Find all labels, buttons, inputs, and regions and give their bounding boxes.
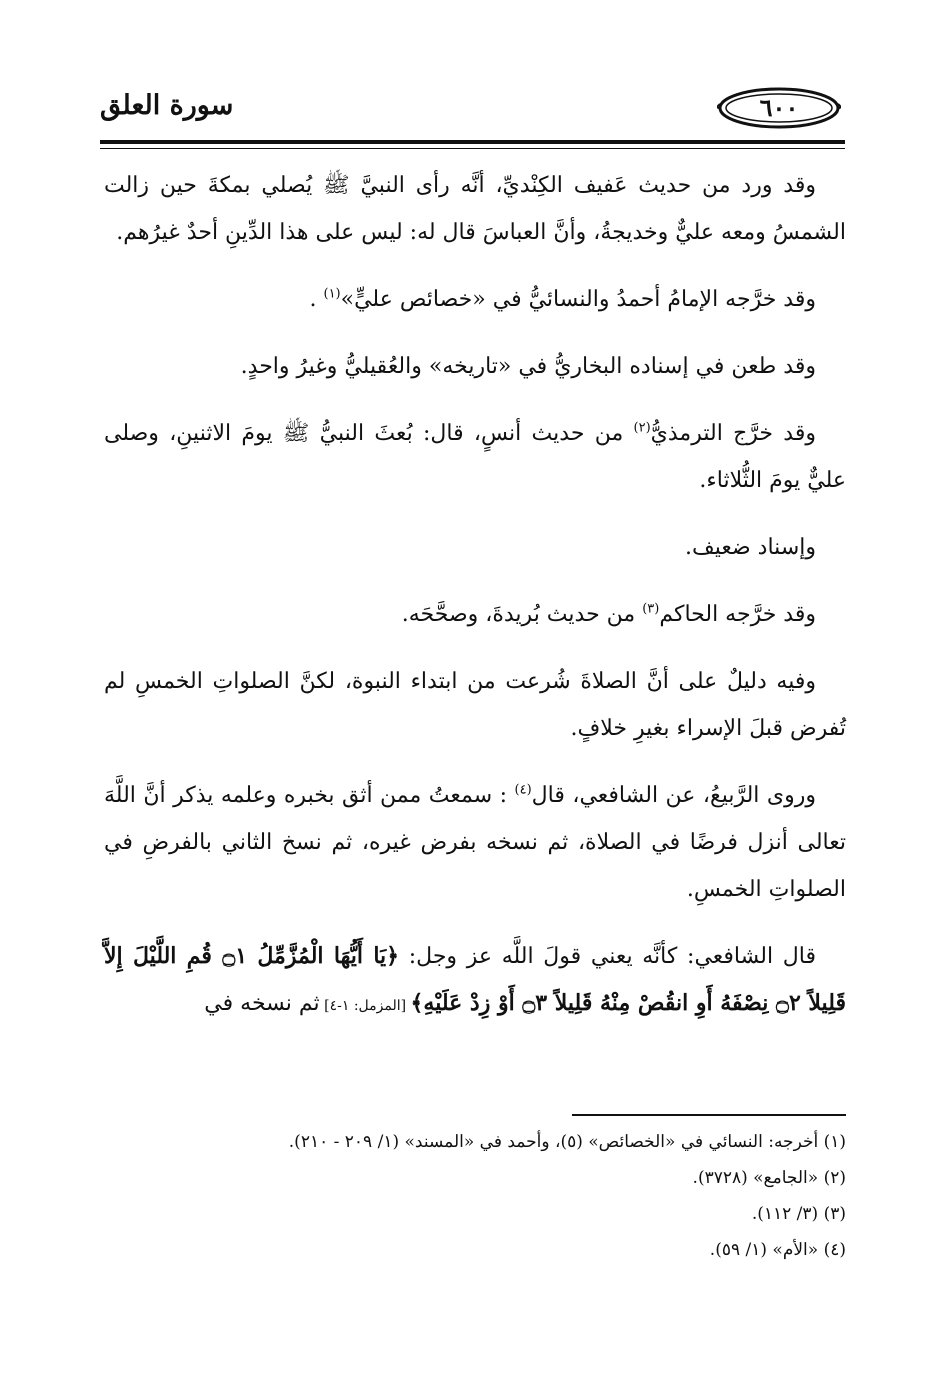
page-number: ٦٠٠ bbox=[759, 93, 799, 122]
footnote-marker: (١) bbox=[323, 286, 341, 302]
paragraph: وقد خرَّج الترمذيُّ$^{(٢)}$ من حديث أنسٍ، قال: بُعثَ النبيُّ ﷺ يومَ الاثنينِ، وصلى عليٌّ يومَ الثُّلاثاء. bbox=[104, 420, 846, 493]
footnote: (١) أخرجه: النسائي في «الخصائص» (٥)، وأحمد في «المسند» (١/ ٢٠٩ - ٢١٠). bbox=[288, 1132, 846, 1152]
footnote: (٢) «الجامع» (٣٧٢٨). bbox=[692, 1168, 846, 1188]
page-number-ornament bbox=[717, 86, 841, 130]
paragraph: وقد ورد من حديث عَفيف الكِنْديِّ، أنَّه رأى النبيَّ ﷺ يُصلي بمكةَ حين زالت الشمسُ ومعه عليٌّ وخديجةُ، وأنَّ العباسَ قال له: ليس على هذا الدِّينِ أحدٌ غيرُهم. bbox=[104, 173, 846, 245]
surah-title: سورة العلق bbox=[100, 90, 234, 121]
paragraph: وإسناد ضعيف. bbox=[684, 535, 816, 560]
footnote-separator bbox=[572, 1114, 846, 1116]
paragraph: وروى الرَّبيعُ، عن الشافعي، قال$^{(٤)}$ : سمعتُ ممن أثق بخبره وعلمه يذكر أنَّ اللَّهَ تعالى أنزل فرضًا في الصلاة، ثم نسخه بفرض غيره، ثم نسخ الثاني بالفرضِ في الصلواتِ الخمسِ. bbox=[104, 782, 846, 902]
footnote-marker: (٤) bbox=[514, 782, 532, 798]
quran-verse: ﴿يَا أَيُّهَا الْمُزَّمِّلُ ۝١ قُمِ اللَّيْلَ إِلاَّ قَلِيلاً ۝٢ نِصْفَهُ أَوِ انقُصْ مِنْهُ قَلِيلاً ۝٣ أَوْ زِدْ عَلَيْهِ﴾ bbox=[104, 943, 846, 1016]
footnote-marker: (٢) bbox=[633, 420, 651, 436]
page-header bbox=[100, 80, 845, 140]
paragraph: وقد خرَّجه الحاكم$^{(٣)}$ من حديث بُريدةَ، وصحَّحَه. bbox=[401, 601, 816, 627]
paragraph: وفيه دليلٌ على أنَّ الصلاةَ شُرعت من ابتداء النبوة، لكنَّ الصلواتِ الخمسِ لم تُفرض قبلَ الإسراء بغيرِ خلافٍ. bbox=[104, 669, 846, 741]
footnote: (٣) (٣/ ١١٢). bbox=[751, 1204, 846, 1224]
paragraph: وقد طعن في إسناده البخاريُّ في «تاريخه» والعُقيليُّ وغيرُ واحدٍ. bbox=[240, 354, 816, 379]
footnotes bbox=[104, 1124, 846, 1268]
footnote: (٤) «الأم» (١/ ٥٩). bbox=[709, 1240, 846, 1260]
verse-reference: [المزمل: ١-٤] bbox=[319, 998, 411, 1014]
header-rule-thin bbox=[100, 148, 845, 149]
main-text bbox=[104, 162, 846, 1050]
footnote-marker: (٣) bbox=[642, 601, 660, 617]
header-rule-thick bbox=[100, 140, 845, 144]
paragraph-quran: قال الشافعي: كأنَّه يعني قولَ اللَّه عز وجل: ﴿يَا أَيُّهَا الْمُزَّمِّلُ ۝١ قُمِ اللَّيْلَ إِلاَّ قَلِيلاً ۝٢ نِصْفَهُ أَوِ انقُصْ مِنْهُ قَلِيلاً ۝٣ أَوْ زِدْ عَلَيْهِ﴾ [المزمل: ١-٤] ثم نسخه في bbox=[104, 943, 846, 1016]
paragraph: وقد خرَّجه الإمامُ أحمدُ والنسائيُّ في «خصائص عليٍّ»$^{(١)}$ . bbox=[309, 286, 816, 312]
